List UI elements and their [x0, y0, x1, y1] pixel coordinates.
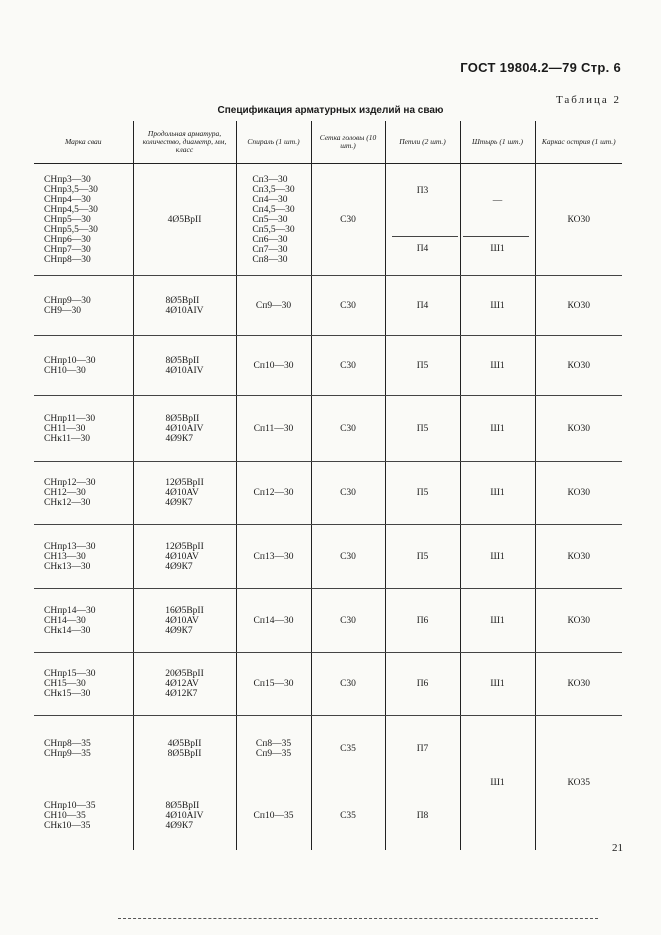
cell-line: 4Ø12К7 [165, 689, 198, 699]
cell-pin [460, 462, 535, 525]
cell-value: Ш1 [490, 679, 505, 689]
cell-mark [34, 276, 133, 336]
cell-lines [254, 552, 294, 562]
table-header-row [34, 121, 622, 164]
cell-loops [385, 276, 460, 336]
cell-loops [385, 462, 460, 525]
cell-tip-cage [535, 462, 622, 525]
cell-line: СНпр13—30 [44, 541, 96, 552]
col-header: Марка сваи [34, 121, 133, 164]
col-header: Сетка головы (10 шт.) [311, 121, 385, 164]
cell-reinforcement [133, 276, 236, 336]
cell-lines [44, 606, 133, 636]
cell-line: СНпр8—35 [44, 738, 91, 749]
cell-pin [460, 716, 535, 850]
cell-value: С30 [340, 488, 356, 498]
cell-lines [44, 542, 133, 572]
cell-reinforcement [133, 396, 236, 462]
cell-tip-cage [535, 716, 622, 850]
cell-value: Ш1 [490, 488, 505, 498]
cell-line: СНпр3,5—30 [44, 184, 98, 195]
cell-line: СНк12—30 [44, 498, 91, 508]
cell-mark [34, 716, 133, 782]
cell-line: 8Ø5ВрII [165, 355, 200, 366]
cell-line: СНпр10—35 [44, 800, 96, 811]
cell-value: П4 [416, 300, 429, 311]
table-row [34, 462, 622, 525]
col-header: Продольная арматура, количество, диаметр, мм, класс [133, 121, 236, 164]
cell-lines [254, 488, 294, 498]
cell-pin [460, 653, 535, 716]
col-header: Штырь (1 шт.) [460, 121, 535, 164]
cell-line: СНпр3—30 [44, 174, 91, 185]
cell-line: Сп5,5—30 [252, 224, 295, 235]
cell-line: Сп5—30 [252, 214, 288, 225]
cell-line: 4Ø10AV [165, 615, 199, 626]
cell-value: КО30 [567, 214, 590, 225]
cell-spiral [236, 276, 311, 336]
cell-line: 4Ø9К7 [165, 433, 193, 444]
cell-value: П5 [416, 551, 429, 562]
cell-lines [44, 478, 133, 508]
cell-spiral [236, 589, 311, 653]
cell-value: Ш1 [490, 423, 505, 434]
col-header: Спираль (1 шт.) [236, 121, 311, 164]
cell-value: КО35 [567, 777, 590, 788]
cell-line: 20Ø5ВрII [165, 669, 204, 679]
cell-value: С30 [340, 423, 356, 434]
cell-mesh [311, 782, 385, 850]
cell-line: Сп11—30 [253, 423, 294, 434]
cell-line: СНк11—30 [44, 433, 90, 444]
cell-lines [44, 414, 133, 444]
cell-loops [385, 164, 460, 276]
cell-divider [463, 236, 529, 237]
cell-line: СН15—30 [44, 679, 86, 689]
cell-loops [385, 336, 460, 396]
cell-line: СНпр14—30 [44, 605, 96, 616]
table-row [34, 164, 622, 276]
cell-line: Сп9—35 [255, 748, 292, 759]
cell-line: Сп4—30 [252, 194, 288, 205]
cell-line: 8Ø5ВрII [165, 413, 200, 424]
cell-reinforcement [133, 589, 236, 653]
cell-value: С30 [340, 615, 356, 626]
cell-line: СНпр11—30 [44, 413, 96, 424]
cell-mesh [311, 653, 385, 716]
cell-loops [385, 782, 460, 850]
cell-value: П5 [416, 360, 429, 371]
cell-line: Сп3,5—30 [252, 184, 295, 195]
cell-line: СНпр7—30 [44, 244, 91, 255]
cell-line: Сп15—30 [253, 679, 294, 689]
cell-spiral [236, 525, 311, 589]
cell-line: СН13—30 [44, 551, 86, 562]
cell-line: 4Ø12AV [165, 679, 199, 689]
cell-value: Ш1 [490, 300, 505, 311]
cell-lines [168, 739, 202, 759]
cell-pin [460, 589, 535, 653]
cell-line: 8Ø5ВрII [165, 295, 200, 306]
cell-lines [165, 606, 204, 636]
cell-tip-cage [535, 164, 622, 276]
cell-loops [385, 716, 460, 782]
cell-mesh [311, 164, 385, 276]
cell-value: КО30 [567, 488, 590, 498]
table-row [34, 653, 622, 716]
cell-line: Сп10—30 [253, 360, 294, 371]
cell-value: КО30 [567, 551, 590, 562]
cell-reinforcement [133, 716, 236, 782]
cell-mesh [311, 336, 385, 396]
cell-lines [254, 679, 294, 689]
cell-mark [34, 782, 133, 850]
cell-line: СНпр10—30 [44, 355, 96, 366]
cell-line: СН10—30 [44, 365, 86, 376]
cell-lines [44, 669, 133, 699]
cell-spiral [236, 462, 311, 525]
cell-value: П5 [416, 488, 429, 498]
cell-line: СНк15—30 [44, 689, 91, 699]
cell-line: Сп14—30 [253, 615, 294, 626]
cell-value: С30 [340, 551, 356, 562]
cell-tip-cage [535, 525, 622, 589]
cell-line: Сп3—30 [252, 174, 288, 185]
cell-mark [34, 525, 133, 589]
cell-line: 8Ø5ВрII [165, 800, 200, 811]
cell-spiral [236, 716, 311, 782]
cell-pin [460, 336, 535, 396]
cell-line: 4Ø9К7 [165, 820, 193, 831]
cell-line: 4Ø10AV [165, 551, 199, 562]
cell-lines [166, 801, 204, 831]
cell-value: КО30 [567, 300, 590, 311]
cell-line: Сп9—30 [255, 300, 292, 311]
cell-lines [44, 175, 133, 265]
cell-lines [166, 356, 204, 376]
cell-line: 4Ø10AIV [165, 423, 204, 434]
cell-lines [166, 296, 204, 316]
cell-pin [460, 164, 535, 276]
cell-line: СНпр6—30 [44, 234, 91, 245]
cell-reinforcement [133, 525, 236, 589]
cell-line: Сп13—30 [253, 551, 294, 562]
cell-value: С35 [340, 810, 356, 821]
cell-mesh [311, 396, 385, 462]
cell-line: СНпр4—30 [44, 194, 91, 205]
cell-value: П6 [416, 615, 429, 626]
cell-line: СНпр9—35 [44, 748, 91, 759]
cell-value: П4 [416, 244, 429, 254]
cell-line: СНпр15—30 [44, 669, 96, 679]
cell-line: Сп12—30 [253, 488, 294, 498]
cell-lines [44, 356, 133, 376]
cell-mark [34, 396, 133, 462]
cell-mesh [311, 716, 385, 782]
cell-lines [44, 296, 133, 316]
cell-value: Ш1 [490, 244, 505, 254]
page-number: 21 [612, 842, 623, 854]
table-row [34, 396, 622, 462]
cell-lines [256, 301, 291, 311]
cell-reinforcement [133, 336, 236, 396]
cell-mark [34, 653, 133, 716]
cell-pin [460, 525, 535, 589]
cell-value: Ш1 [490, 551, 505, 562]
cell-line: 4Ø9К7 [165, 498, 193, 508]
footer-rule [118, 918, 598, 919]
cell-tip-cage [535, 589, 622, 653]
cell-line: 4Ø9К7 [165, 561, 193, 572]
cell-value: КО30 [567, 423, 590, 434]
cell-spiral [236, 396, 311, 462]
cell-lines [44, 801, 133, 831]
cell-mark [34, 164, 133, 276]
cell-mesh [311, 276, 385, 336]
cell-mesh [311, 462, 385, 525]
cell-line: СН11—30 [44, 423, 86, 434]
cell-line: СНпр5,5—30 [44, 224, 98, 235]
cell-line: 16Ø5ВрII [165, 605, 204, 616]
cell-lines [165, 669, 204, 699]
cell-line: Сп6—30 [252, 234, 288, 245]
col-header: Каркас острия (1 шт.) [535, 121, 622, 164]
cell-line: Сп10—35 [253, 810, 294, 821]
table-row [34, 716, 622, 782]
cell-line: СНк10—35 [44, 820, 91, 831]
cell-mesh [311, 525, 385, 589]
cell-lines [254, 424, 294, 434]
cell-value: П7 [416, 743, 429, 754]
cell-value: П8 [416, 810, 429, 821]
cell-line: СН12—30 [44, 488, 86, 498]
cell-reinforcement [133, 653, 236, 716]
cell-pin [460, 276, 535, 336]
cell-value: КО30 [567, 615, 590, 626]
cell-line: 12Ø5ВрII [165, 478, 204, 488]
cell-loops [385, 525, 460, 589]
cell-tip-cage [535, 336, 622, 396]
table-row [34, 336, 622, 396]
cell-lines [254, 616, 294, 626]
cell-value: С30 [340, 300, 356, 311]
cell-line: 4Ø10AIV [165, 305, 204, 316]
cell-line: 4Ø10AV [165, 488, 199, 498]
cell-line: Сп8—30 [252, 254, 288, 265]
cell-value: П3 [416, 186, 429, 196]
cell-reinforcement [133, 164, 236, 276]
cell-value: П6 [416, 679, 429, 689]
cell-lines [252, 175, 294, 265]
cell-line: 4Ø5ВрII [167, 738, 202, 749]
cell-value: КО30 [567, 679, 590, 689]
table-label: Таблица 2 [555, 94, 621, 106]
cell-line: 4Ø10AIV [165, 810, 204, 821]
cell-lines [165, 542, 204, 572]
cell-mark [34, 589, 133, 653]
cell-loops [385, 396, 460, 462]
table-row [34, 276, 622, 336]
cell-reinforcement [133, 782, 236, 850]
cell-mark [34, 462, 133, 525]
cell-reinforcement [133, 462, 236, 525]
cell-value: — [492, 196, 503, 206]
cell-spiral [236, 653, 311, 716]
cell-value: С30 [340, 360, 356, 371]
cell-line: 4Ø5ВрII [167, 214, 202, 225]
cell-line: СНпр8—30 [44, 254, 91, 265]
table-row [34, 525, 622, 589]
cell-tip-cage [535, 653, 622, 716]
cell-value: П5 [416, 423, 429, 434]
cell-value: Ш1 [490, 360, 505, 371]
cell-tip-cage [535, 396, 622, 462]
cell-line: Сп8—35 [255, 738, 292, 749]
cell-line: 8Ø5ВрII [167, 748, 202, 759]
cell-line: СНпр5—30 [44, 214, 91, 225]
cell-value: КО30 [567, 360, 590, 371]
cell-line: СН10—35 [44, 810, 86, 821]
cell-spiral [236, 782, 311, 850]
cell-lines [168, 215, 202, 225]
cell-lines [44, 739, 133, 759]
cell-value: С35 [340, 743, 356, 754]
cell-loops [385, 653, 460, 716]
cell-lines [254, 811, 294, 821]
cell-loops [385, 589, 460, 653]
cell-lines [166, 414, 204, 444]
cell-line: СН14—30 [44, 615, 86, 626]
table-row [34, 589, 622, 653]
cell-lines [254, 361, 294, 371]
cell-line: СНпр4,5—30 [44, 204, 98, 215]
cell-line: Сп4,5—30 [252, 204, 295, 215]
cell-line: СНпр9—30 [44, 295, 91, 306]
cell-value: С30 [340, 214, 356, 225]
cell-line: Сп7—30 [252, 244, 288, 255]
cell-mesh [311, 589, 385, 653]
cell-value: С30 [340, 679, 356, 689]
cell-lines [256, 739, 291, 759]
cell-value: Ш1 [490, 615, 505, 626]
cell-line: СНк13—30 [44, 561, 91, 572]
specification-table [34, 121, 622, 850]
cell-lines [165, 478, 204, 508]
cell-line: СНк14—30 [44, 625, 91, 636]
col-header: Петли (2 шт.) [385, 121, 460, 164]
cell-line: СНпр12—30 [44, 478, 96, 488]
cell-line: СН9—30 [44, 305, 81, 316]
table-title: Спецификация арматурных изделий на сваю [217, 105, 444, 116]
page-header: ГОСТ 19804.2—79 Стр. 6 [460, 60, 621, 75]
cell-pin [460, 396, 535, 462]
cell-divider [392, 236, 458, 237]
cell-value: Ш1 [490, 777, 505, 788]
cell-spiral [236, 336, 311, 396]
cell-mark [34, 336, 133, 396]
cell-line: 12Ø5ВрII [165, 541, 204, 552]
cell-tip-cage [535, 276, 622, 336]
cell-line: 4Ø9К7 [165, 625, 193, 636]
cell-line: 4Ø10AIV [165, 365, 204, 376]
cell-spiral [236, 164, 311, 276]
